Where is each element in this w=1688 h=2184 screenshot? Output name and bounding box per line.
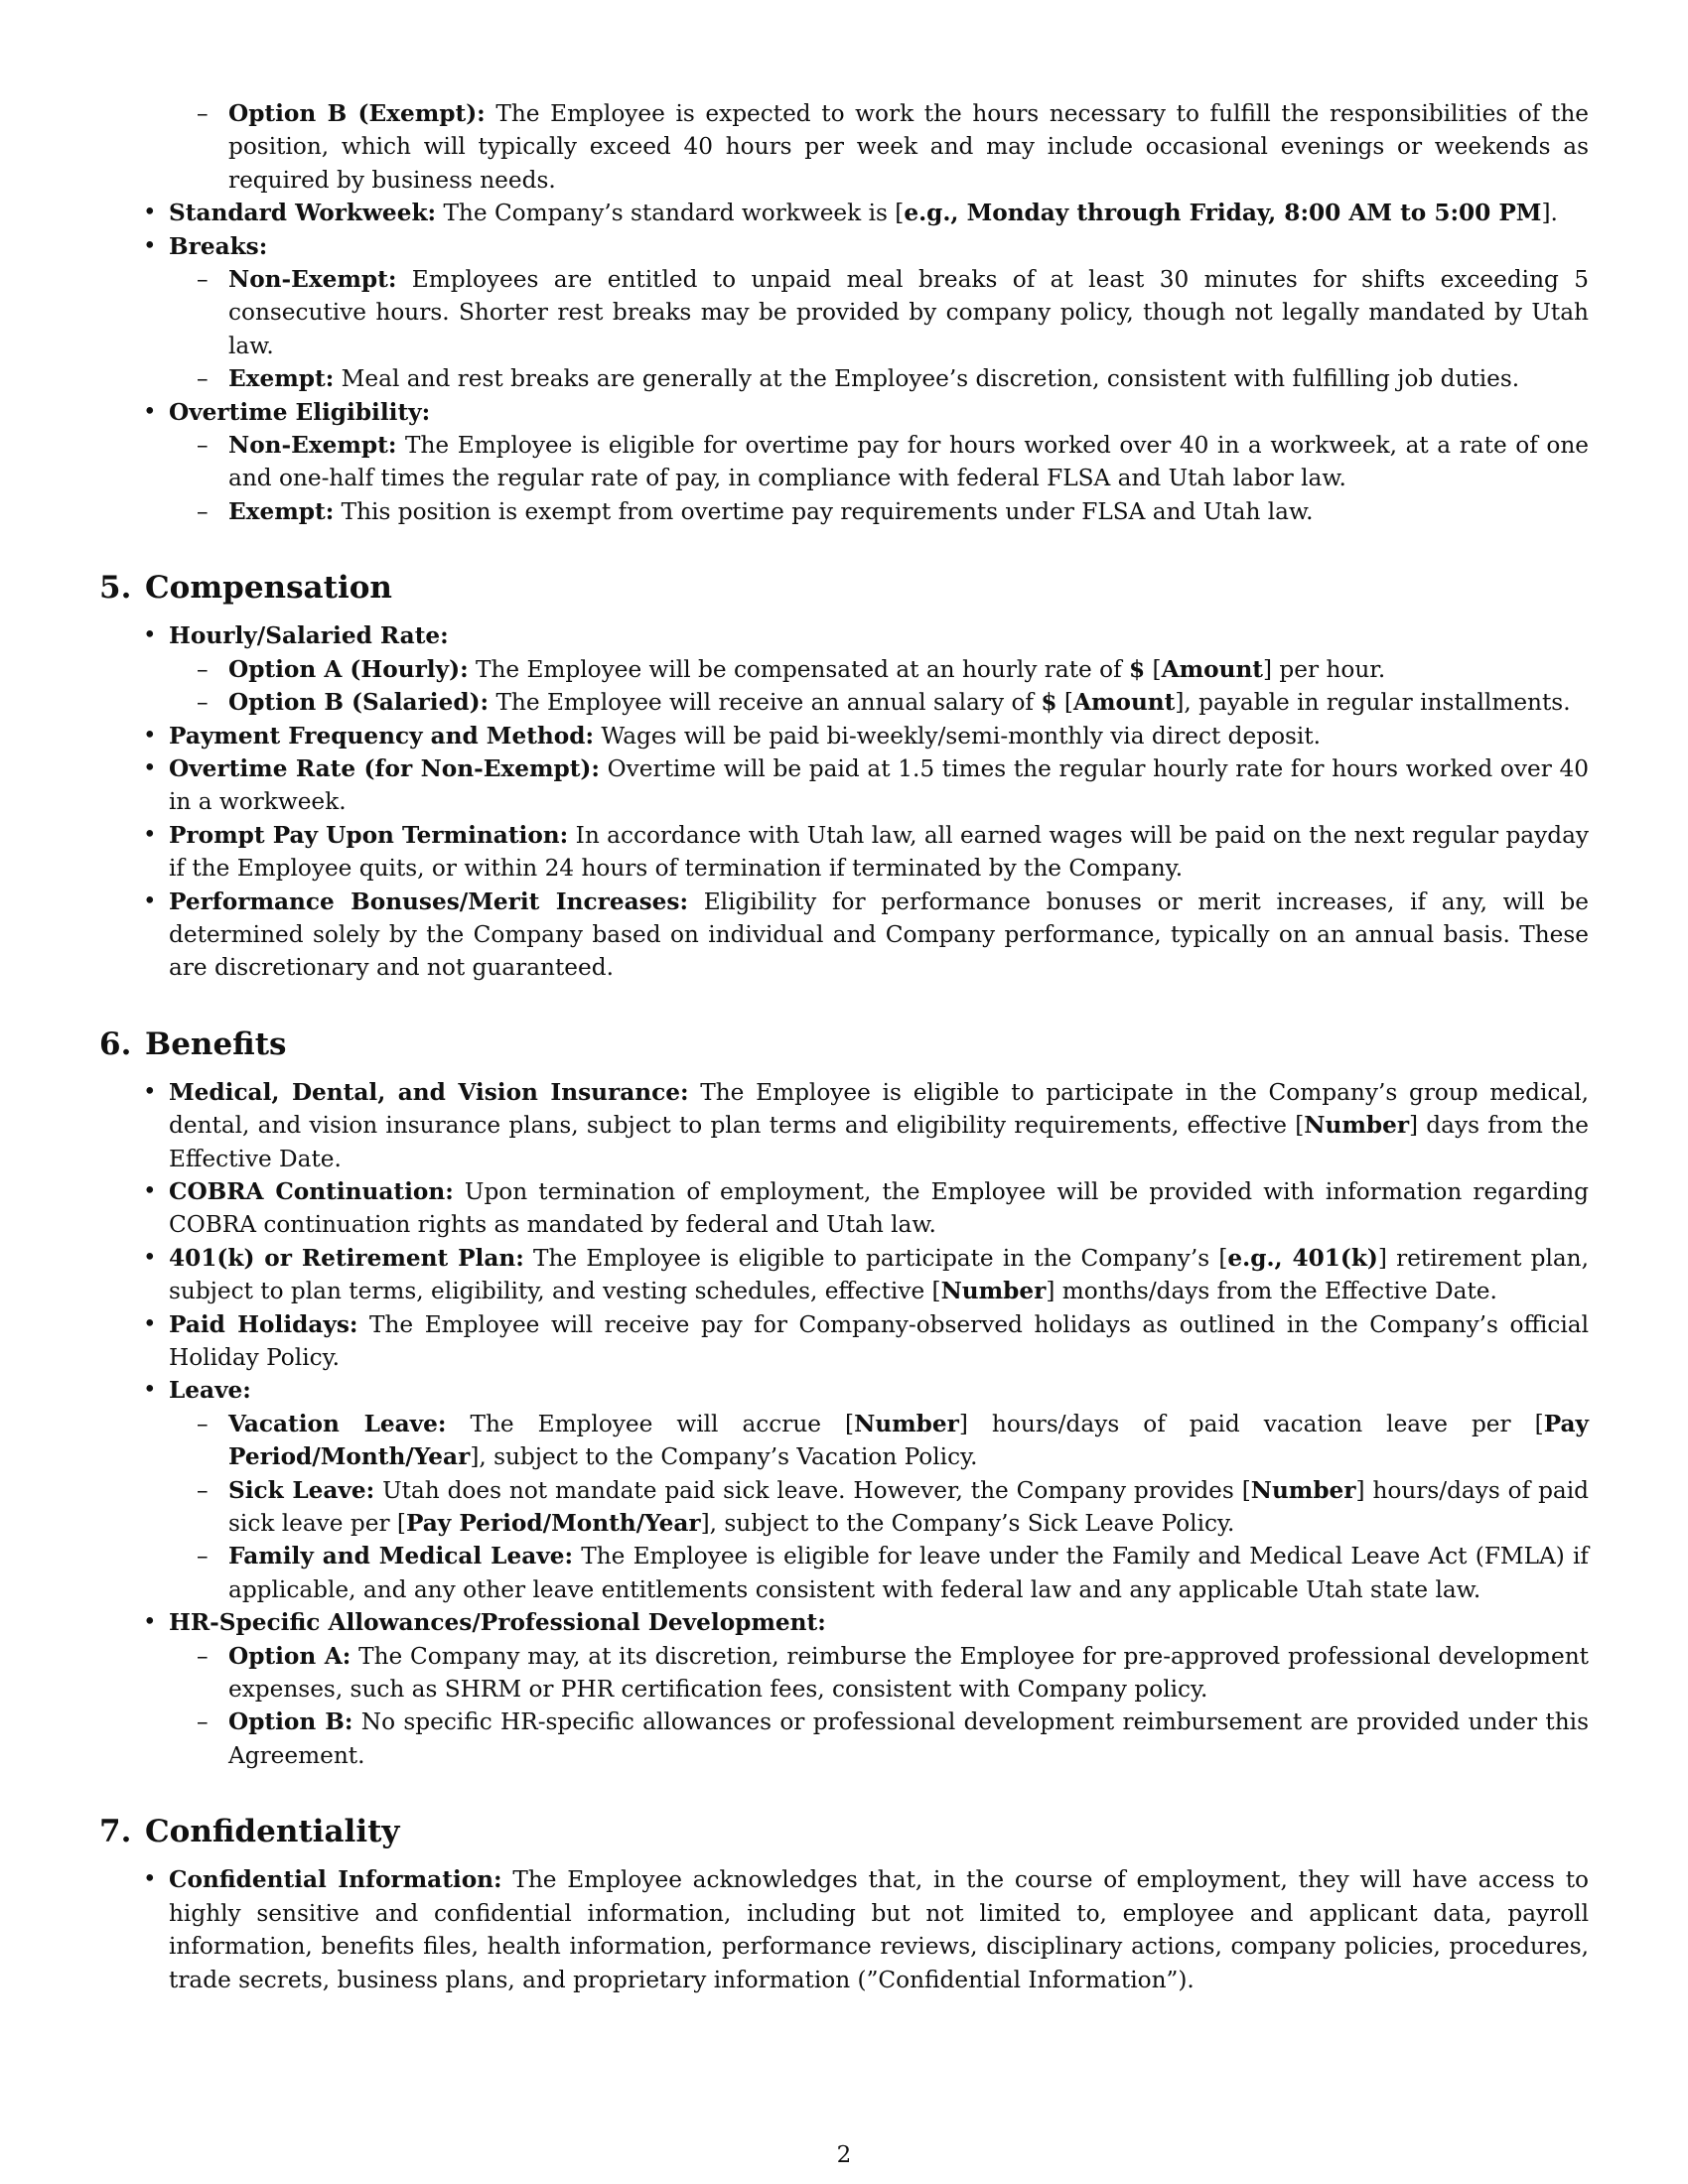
list-item bbox=[169, 97, 1589, 197]
paid-holidays: • Paid Holidays: The Employee will receive pay for Company-observed holidays as outlined in the Company’s official Holiday Policy. bbox=[143, 1310, 1590, 1371]
overtime-non-exempt: – Non-Exempt: The Employee is eligible for overtime pay for hours worked over 40 in a workweek, at a rate of one and one-half times the regular rate of pay, in compliance with federal FLSA and Utah labor law. bbox=[197, 432, 1589, 492]
overtime-exempt: – Exempt: This position is exempt from overtime pay requirements under FLSA and Utah law. bbox=[197, 497, 1314, 525]
confidentiality-list bbox=[99, 1863, 1589, 1996]
retirement-plan: • 401(k) or Retirement Plan: The Employee is eligible to participate in the Company’s [e.g., 401(k)] retirement plan, subject to plan terms, eligibility, and vesting schedules, effective [Number] months/days from the Effective Date. bbox=[143, 1244, 1589, 1305]
rate-option-a: – Option A (Hourly): The Employee will be compensated at an hourly rate of $ [Amount] per hour. bbox=[197, 655, 1386, 683]
overtime-list bbox=[169, 429, 1589, 528]
benefits-list bbox=[99, 1076, 1589, 1773]
standard-workweek: • Standard Workweek: The Company’s standard workweek is [e.g., Monday through Friday, 8:00 AM to 5:00 PM]. bbox=[143, 200, 1558, 227]
document-body bbox=[99, 97, 1589, 1996]
option-b-exempt: – Option B (Exempt): The Employee is expected to work the hours necessary to fulfill the responsibilities of the position, which will typically exceed 40 hours per week and may include occasional evenings or weekends as required by business needs. bbox=[197, 100, 1589, 194]
hr-allowances: • HR-Specific Allowances/Professional Development: – Option A: The Company may, at its discretion, reimburse the Employee for pre-approved professional development expenses, such as SHRM or PHR certification fees, consistent with Company policy. – Option B: No specific HR-specific allowances or professional development reimbursement are provided under this Agreement. bbox=[169, 1606, 1589, 1772]
rate-options bbox=[169, 653, 1589, 720]
rate-option-b: – Option B (Salaried): The Employee will receive an annual salary of $ [Amount], payable in regular installments. bbox=[197, 689, 1571, 717]
allowances-list bbox=[169, 1640, 1589, 1773]
leave-list bbox=[169, 1408, 1589, 1606]
confidential-information: • Confidential Information: The Employee acknowledges that, in the course of employment, they will have access to highly sensitive and confidential information, including but not limited to, employee and applicant data, payroll information, benefits files, health information, performance reviews, disciplinary actions, company policies, procedures, trade secrets, business plans, and proprietary information (”Confidential Information”). bbox=[143, 1866, 1589, 1993]
allowance-option-b: – Option B: No specific HR-specific allowances or professional development reimbursement are provided under this Agreement. bbox=[197, 1708, 1589, 1769]
performance-bonuses: • Performance Bonuses/Merit Increases: Eligibility for performance bonuses or merit increases, if any, will be determined solely by the Company based on individual and Company performance, typically on an annual basis. These are discretionary and not guaranteed. bbox=[143, 887, 1589, 982]
medical-insurance: • Medical, Dental, and Vision Insurance: The Employee is eligible to participate in the Company’s group medical, dental, and vision insurance plans, subject to plan terms and eligibility requirements, effective [Number] days from the Effective Date. bbox=[143, 1078, 1589, 1172]
breaks-list bbox=[169, 263, 1589, 396]
section-heading-compensation: 5. Compensation bbox=[99, 570, 392, 607]
hourly-salaried-rate: • Hourly/Salaried Rate: – Option A (Hourly): The Employee will be compensated at an hourly rate of $ [Amount] per hour. – Option B (Salaried): The Employee will receive an annual salary of $ [Amount], payable in regular installments. bbox=[169, 619, 1589, 719]
page-number: 2 bbox=[836, 2142, 852, 2168]
prompt-pay: • Prompt Pay Upon Termination: In accordance with Utah law, all earned wages will be paid on the next regular payday if the Employee quits, or within 24 hours of termination if terminated by the Company. bbox=[143, 821, 1589, 883]
overtime-rate: • Overtime Rate (for Non-Exempt): Overtime will be paid at 1.5 times the regular hourly rate for hours worked over 40 in a workweek. bbox=[143, 754, 1589, 816]
compensation-list bbox=[99, 619, 1589, 984]
sick-leave: – Sick Leave: Utah does not mandate paid sick leave. However, the Company provides [Number] hours/days of paid sick leave per [Pay Period/Month/Year], subject to the Company’s Sick Leave Policy. bbox=[197, 1476, 1589, 1538]
breaks-exempt: – Exempt: Meal and rest breaks are generally at the Employee’s discretion, consistent with fulfilling job duties. bbox=[197, 365, 1520, 393]
breaks: • Breaks: – Non-Exempt: Employees are entitled to unpaid meal breaks of at least 30 minutes for shifts exceeding 5 consecutive hours. Shorter rest breaks may be provided by company policy, though not legally mandated by Utah law. – Exempt: Meal and rest breaks are generally at the Employee’s discretion, consistent with fulfilling job duties. bbox=[169, 230, 1589, 396]
vacation-leave: – Vacation Leave: The Employee will accrue [Number] hours/days of paid vacation leave per [Pay Period/Month/Year], subject to the Company’s Vacation Policy. bbox=[197, 1410, 1589, 1471]
section-heading-benefits: 6. Benefits bbox=[99, 1025, 287, 1062]
section4-continued-list bbox=[99, 97, 1589, 528]
allowance-option-a: – Option A: The Company may, at its discretion, reimburse the Employee for pre-approved professional development expenses, such as SHRM or PHR certification fees, consistent with Company policy. bbox=[197, 1642, 1589, 1704]
family-medical-leave: – Family and Medical Leave: The Employee is eligible for leave under the Family and Medical Leave Act (FMLA) if applicable, and any other leave entitlements consistent with federal law and any applicable Utah state law. bbox=[197, 1543, 1590, 1603]
leave: • Leave: – Vacation Leave: The Employee will accrue [Number] hours/days of paid vacation leave per [Pay Period/Month/Year], subject to the Company’s Vacation Policy. – Sick Leave: Utah does not mandate paid sick leave. However, the Company provides [Number] hours/days of paid sick leave per [Pay Period/Month/Year], subject to the Company’s Sick Leave Policy. – Family and Medical Leave: The Employee is eligible for leave under the Family and Medical Leave Act (FMLA) if applicable, and any other leave entitlements consistent with federal law and any applicable Utah state law. bbox=[169, 1374, 1589, 1606]
payment-frequency: • Payment Frequency and Method: Wages will be paid bi-weekly/semi-monthly via direct deposit. bbox=[143, 722, 1322, 750]
work-hours-options bbox=[169, 97, 1589, 197]
breaks-non-exempt: – Non-Exempt: Employees are entitled to unpaid meal breaks of at least 30 minutes for shifts exceeding 5 consecutive hours. Shorter rest breaks may be provided by company policy, though not legally mandated by Utah law. bbox=[197, 266, 1589, 359]
cobra-continuation: • COBRA Continuation: Upon termination of employment, the Employee will be provided with information regarding COBRA continuation rights as mandated by federal and Utah law. bbox=[143, 1177, 1589, 1239]
section-heading-confidentiality: 7. Confidentiality bbox=[99, 1814, 400, 1850]
overtime-eligibility: • Overtime Eligibility: – Non-Exempt: The Employee is eligible for overtime pay for hours worked over 40 in a workweek, at a rate of one and one-half times the regular rate of pay, in compliance with federal FLSA and Utah labor law. – Exempt: This position is exempt from overtime pay requirements under FLSA and Utah law. bbox=[169, 396, 1589, 529]
